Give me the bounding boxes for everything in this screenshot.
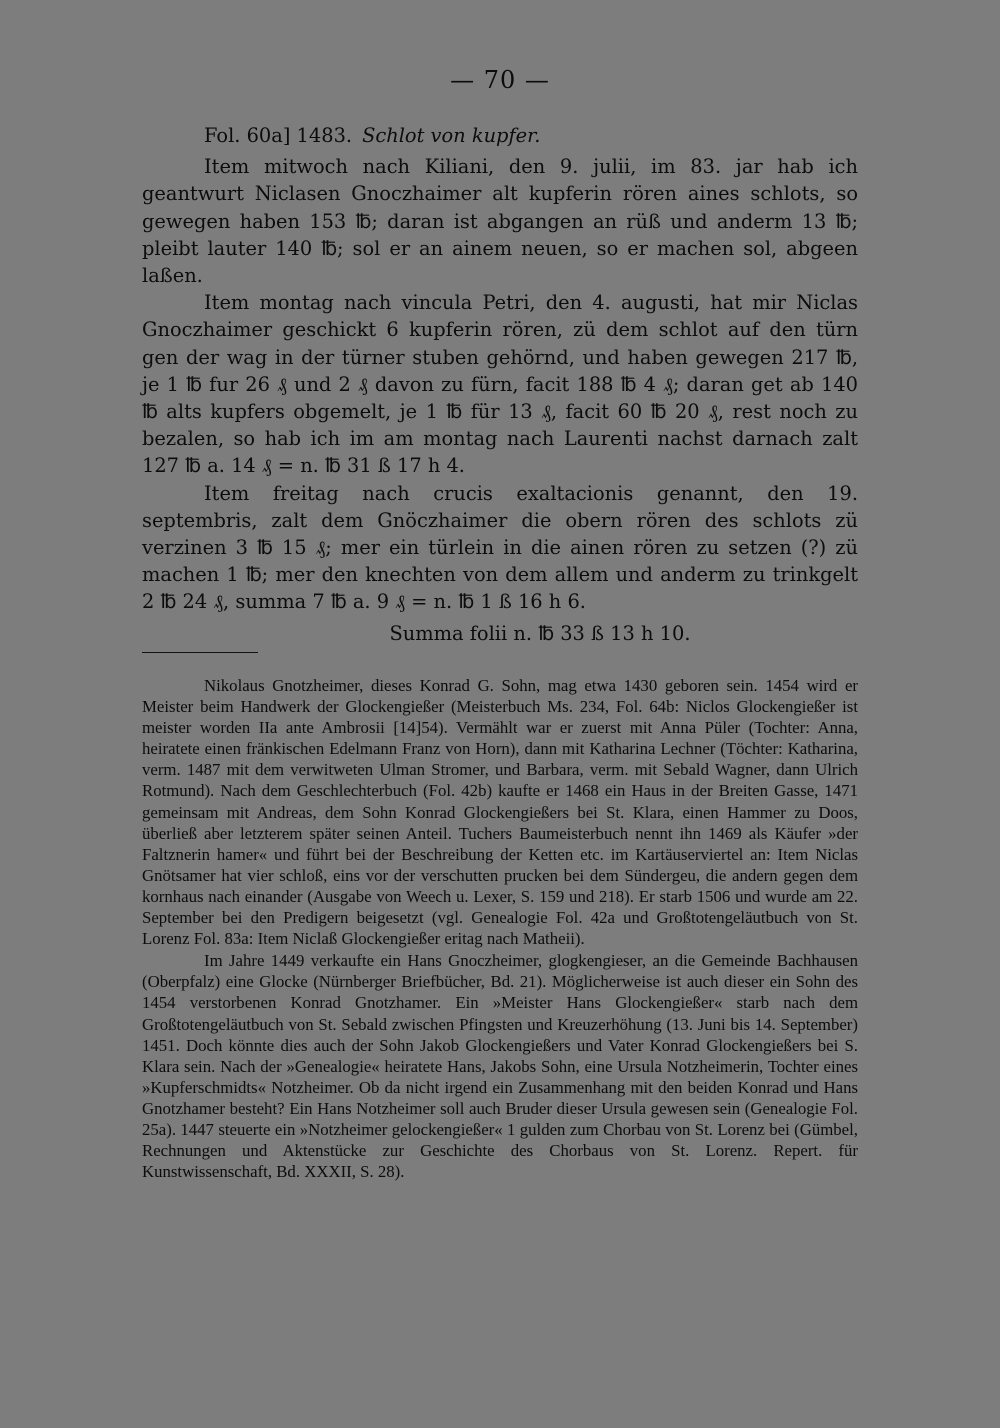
footnotes [142,675,858,1182]
page-number: — 70 — [450,66,550,94]
folio-summa: Summa folii n. ℔ 33 ß 13 h 10. [389,621,691,645]
main-text [142,122,858,647]
footnote-separator [142,652,258,653]
folio-reference: Fol. 60a] 1483. [204,124,353,147]
entry-heading [142,122,858,149]
entry-paragraph-2: Item montag nach vincula Petri, den 4. augusti, hat mir Niclas Gnoczhaimer geschickt 6 kupferin rören, zü dem schlot auf den türn gen der wag in der türner stuben gehörnd, und haben gewegen 217 ℔, je 1 ℔ fur 26 ₰ und 2 ₰ davon zu fürn, facit 188 ℔ 4 ₰; daran get ab 140 ℔ alts kupfers obgemelt, je 1 ℔ für 13 ₰, facit 60 ℔ 20 ₰, rest noch zu bezalen, so hab ich im am montag nach Laurenti nachst darnach zalt 127 ℔ a. 14 ₰ = n. ℔ 31 ß 17 h 4. [142,291,858,478]
entry-paragraph-1: Item mitwoch nach Kiliani, den 9. julii, im 83. jar hab ich geantwurt Niclasen Gnoczhaimer alt kupferin rören aines schlots, so gewegen haben 153 ℔; daran ist abgangen an rüß und anderm 13 ℔; pleibt lauter 140 ℔; sol er an ainem neuen, so er machen sol, abgeen laßen. [142,155,858,288]
entry-title: Schlot von kupfer. [362,124,541,147]
footnote-paragraph-1: Nikolaus Gnotzheimer, dieses Konrad G. Sohn, mag etwa 1430 geboren sein. 1454 wird er Meister beim Handwerk der Glockengießer (Meisterbuch Ms. 234, Fol. 64b: Niclos Glockengießer ist meister worden IIa ante Ambrosii [14]54). Vermählt war er zuerst mit Anna Püler (Tochter: Anna, heiratete einen fränkischen Edelmann Franz von Horn), dann mit Katharina Lechner (Töchter: Katharina, verm. 1487 mit dem verwitweten Ulman Stromer, und Barbara, verm. mit Sebald Wagner, dann Ulrich Rotmund). Nach dem Geschlechterbuch (Fol. 42b) kaufte er 1468 ein Haus in der Breiten Gasse, 1471 gemeinsam mit Andreas, dem Sohn Konrad Glockengießers bei St. Klara, einen Hammer zu Doos, überließ aber letzterem später seinen Anteil. Tuchers Baumeisterbuch nennt ihn 1469 als Käufer »der Faltznerin hamer« und führt bei der Beschreibung der Ketten etc. im Kartäuserviertel an: Item Niclas Gnötsamer hat vier schloß, eins vor der verschutten prucken bei dem Sündergeu, die andern gegen dem kornhaus nach einander (Ausgabe von Weech u. Lexer, S. 159 und 218). Er starb 1506 und wurde am 22. September bei den Predigern beigesetzt (vgl. Genealogie Fol. 42a und Großtotengeläutbuch von St. Lorenz Fol. 83a: Item Niclaß Glockengießer eritag nach Matheii). [142,676,858,949]
footnote-paragraph-2: Im Jahre 1449 verkaufte ein Hans Gnoczheimer, glogkengieser, an die Gemeinde Bachhausen (Oberpfalz) eine Glocke (Nürnberger Briefbücher, Bd. 21). Möglicherweise ist auch dieser ein Sohn des 1454 verstorbenen Konrad Gnotzhamer. Ein »Meister Hans Glockengießer« starb nach dem Großtotengeläutbuch von St. Sebald zwischen Pfingsten und Kreuzerhöhung (13. Juni bis 14. September) 1451. Doch könnte dies auch der Sohn Jakob Glockengießers und Vater Konrad Glockengießers bei S. Klara sein. Nach der »Genealogie« heiratete Hans, Jakobs Sohn, eine Ursula Notzheimerin, Tochter eines »Kupferschmidts« Notzheimer. Ob da nicht irgend ein Zusammenhang mit den beiden Konrad und Hans Gnotzhamer besteht? Ein Hans Notzheimer soll auch Bruder dieser Ursula gewesen sein (Genealogie Fol. 25a). 1447 steuerte ein »Notzheimer gelockengießer« 1 gulden zum Chorbau von St. Lorenz bei (Gümbel, Rechnungen und Aktenstücke zur Geschichte des Chorbaus von St. Lorenz. Repert. für Kunstwissenschaft, Bd. XXXII, S. 28). [142,951,858,1182]
entry-paragraph-3: Item freitag nach crucis exaltacionis genannt, den 19. septembris, zalt dem Gnöczhaimer die obern rören des schlots zü verzinen 3 ℔ 15 ₰; mer ein türlein in die ainen rören zu setzen (?) zü machen 1 ℔; mer den knechten von dem allem und anderm zu trinkgelt 2 ℔ 24 ₰, summa 7 ℔ a. 9 ₰ = n. ℔ 1 ß 16 h 6. [142,481,858,614]
